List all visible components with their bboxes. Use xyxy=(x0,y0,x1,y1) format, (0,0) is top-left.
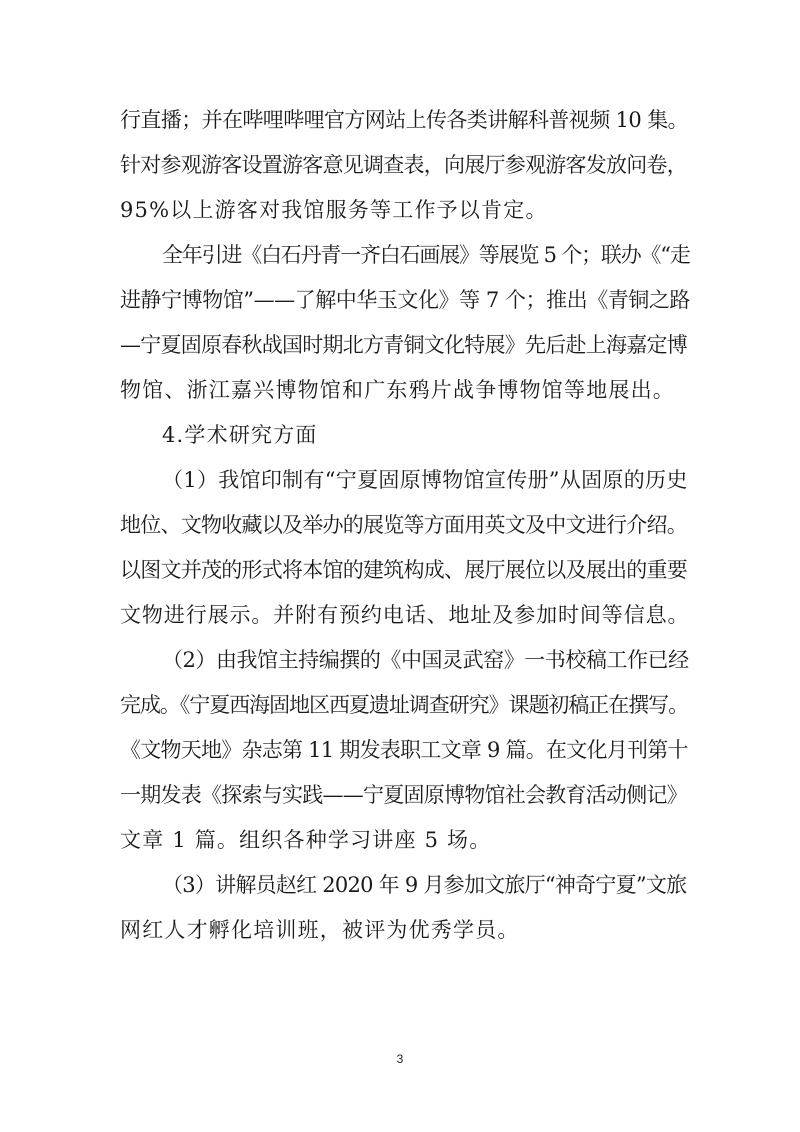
text-line: —宁夏固原春秋战国时期北方青铜文化特展》先后赴上海嘉定博 xyxy=(120,333,687,357)
text-line: 《文物天地》杂志第 11 期发表职工文章 9 篇。在文化月刊第十 xyxy=(120,738,688,762)
text-line: 物馆、浙江嘉兴博物馆和广东鸦片战争博物馆等地展出。 xyxy=(120,378,675,402)
text-line: 进静宁博物馆”——了解中华玉文化》等 7 个；推出《青铜之路 xyxy=(120,288,690,312)
text-line: 文章 1 篇。组织各种学习讲座 5 场。 xyxy=(120,828,492,852)
text-line: 以图文并茂的形式将本馆的建筑构成、展厅展位以及展出的重要 xyxy=(120,558,687,582)
text-line: 文物进行展示。并附有预约电话、地址及参加时间等信息。 xyxy=(120,603,690,627)
text-line: 行直播；并在哔哩哔哩官方网站上传各类讲解科普视频 10 集。 xyxy=(120,108,689,132)
text-line: 网红人才孵化培训班，被评为优秀学员。 xyxy=(120,918,520,942)
section-heading: 4.学术研究方面 xyxy=(162,423,318,447)
text-line: 全年引进《白石丹青一齐白石画展》等展览 5 个；联办《“走 xyxy=(162,243,690,267)
text-line: 完成。《宁夏西海固地区西夏遗址调查研究》课题初稿正在撰写。 xyxy=(120,693,689,717)
text-line: （2）由我馆主持编撰的《中国灵武窑》一书校稿工作已经 xyxy=(162,648,689,672)
text-line: （3）讲解员赵红 2020 年 9 月参加文旅厅“神奇宁夏”文旅 xyxy=(162,873,687,897)
page-number: 3 xyxy=(396,1052,404,1066)
text-line: （1）我馆印制有“宁夏固原博物馆宣传册”从固原的历史 xyxy=(162,468,688,492)
text-line: 针对参观游客设置游客意见调查表，向展厅参观游客发放问卷， xyxy=(120,153,687,177)
text-line: 95%以上游客对我馆服务等工作予以肯定。 xyxy=(120,198,548,222)
text-line: 一期发表《探索与实践——宁夏固原博物馆社会教育活动侧记》 xyxy=(120,783,687,807)
text-line: 地位、文物收藏以及举办的展览等方面用英文及中文进行介绍。 xyxy=(120,513,687,537)
